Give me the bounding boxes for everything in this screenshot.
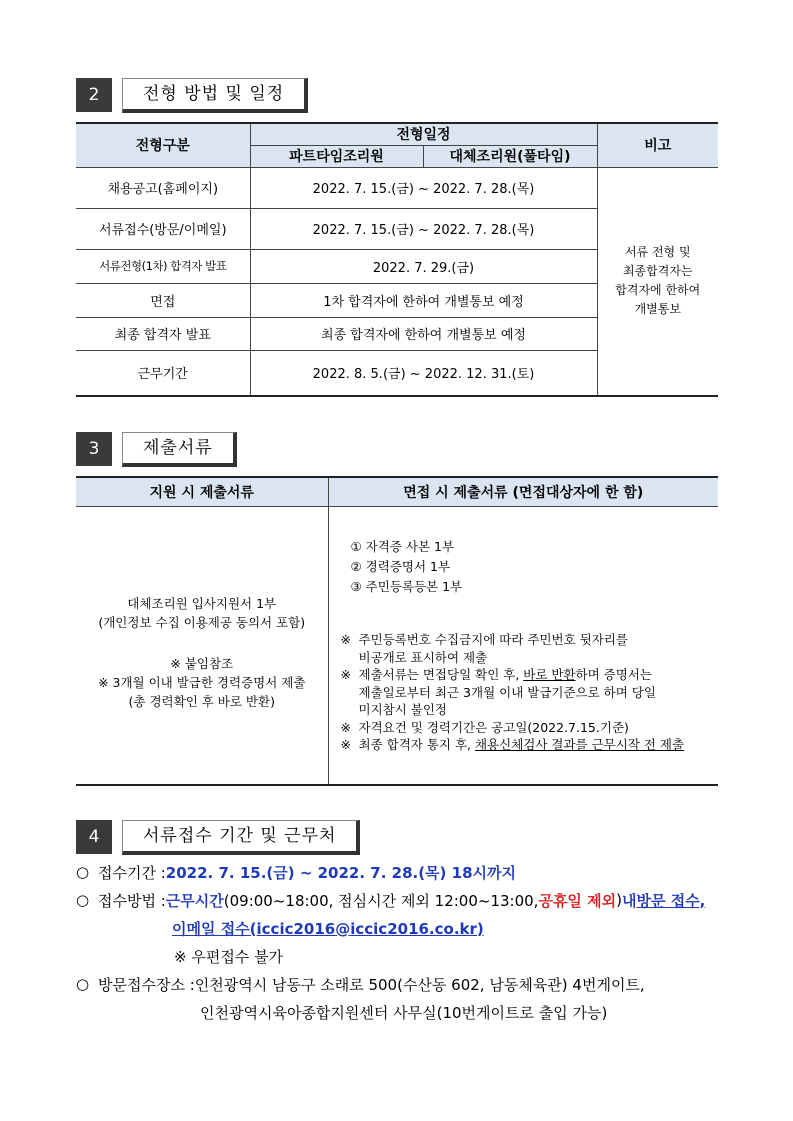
note-mark: ※ [340,719,351,735]
note-text: 비공개로 표시하여 제출 [358,649,488,665]
application-info [76,858,736,1026]
remark-line: 서류 전형 및 [624,245,691,260]
note-text: 자격요건 및 경력기간은 공고일(2022.7.15.기준) [358,719,629,735]
note-text: 하며 증명서는 [575,667,652,682]
section-number: 4 [76,820,112,854]
info-period [76,858,736,886]
period-value: 2022. 7. 15.(금) ~ 2022. 7. 28.(목) 18시까지 [165,863,516,882]
interview-docs-cell [328,507,718,785]
list-item: ① 자격증 사본 1부 [350,539,455,554]
apply-note: (총 경력확인 후 바로 반환) [128,693,275,709]
header-apply-docs: 지원 시 제출서류 [76,477,328,507]
info-label: 접수기간 : [98,863,166,882]
row-label: 근무기간 [76,350,250,396]
note-text: 제출서류는 면접당일 확인 후, [358,667,524,682]
note-2 [341,666,711,719]
list-item: ③ 주민등록등본 1부 [350,579,463,594]
section-title: 서류접수 기간 및 근무처 [122,820,360,855]
bullet-icon: ○ [76,863,90,881]
header-remark: 비고 [597,123,718,167]
row-value: 2022. 7. 15.(금) ~ 2022. 7. 28.(목) [250,208,597,249]
apply-note: ※ 붙임참조 [170,655,234,671]
row-label: 서류접수(방문/이메일) [76,208,250,249]
table-row [76,167,718,208]
note-text: 제출일로부터 최근 3개월 이내 발급기준으로 하며 당일 [358,684,656,700]
place-line: 인천광역시 남동구 소래로 500(수산동 602, 남동체육관) 4번게이트, [194,975,645,994]
info-label: 접수방법 : [98,891,166,910]
method-hours: 근무시간 [165,891,224,910]
row-value: 2022. 7. 29.(금) [250,249,597,283]
apply-doc-line: 대체조리원 입사지원서 1부 [127,595,277,611]
row-value: 2022. 8. 5.(금) ~ 2022. 12. 31.(토) [250,350,597,396]
method-note: ※ 우편접수 불가 [174,947,284,966]
bullet-icon: ○ [76,891,90,909]
row-label: 면접 [76,283,250,317]
note-mark: ※ [340,667,351,682]
row-value: 2022. 7. 15.(금) ~ 2022. 7. 28.(목) [250,167,597,208]
header-type: 전형구분 [76,123,250,167]
row-label: 채용공고(홈페이지) [76,167,250,208]
method-paren: ) [616,891,622,909]
note-text: 최종 합격자 통지 후, [358,737,475,752]
method-within: 내 [622,891,637,910]
row-label: 서류전형(1차) 합격자 발표 [76,249,250,283]
header-substitute: 대체조리원(풀타임) [423,145,597,167]
apply-docs-cell [76,507,328,785]
apply-note: ※ 3개월 이내 발급한 경력증명서 제출 [98,674,306,690]
info-method [76,886,736,914]
remark-line: 개별통보 [634,302,681,317]
note-mark: ※ [340,632,351,647]
remark-cell [597,167,718,396]
method-email: 이메일 접수(iccic2016@iccic2016.co.kr) [172,919,484,938]
row-label: 최종 합격자 발표 [76,317,250,350]
note-underline: 채용신체검사 결과를 근무시작 전 제출 [474,737,685,752]
note-text: 미지참시 불인정 [358,702,447,717]
schedule-table [76,122,718,397]
info-label: 방문접수장소 : [98,975,195,994]
note-mark: ※ [340,737,351,752]
method-detail: (09:00~18:00, 점심시간 제외 12:00~13:00, [223,891,539,910]
note-4 [341,736,711,754]
header-part-time: 파트타임조리원 [250,145,423,167]
section-number: 2 [76,78,112,112]
note-1 [341,631,711,666]
documents-table [76,476,718,786]
info-place [76,970,736,998]
section-number: 3 [76,432,112,466]
note-underline: 바로 반환 [523,667,576,682]
place-line: 인천광역시육아종합지원센터 사무실(10번게이트로 출입 가능) [200,1003,608,1022]
bullet-icon: ○ [76,975,90,993]
row-value: 최종 합격자에 한하여 개별통보 예정 [250,317,597,350]
header-schedule: 전형일정 [250,123,597,145]
note-3 [341,719,711,737]
remark-line: 합격자에 한하여 [615,283,701,298]
section-title: 전형 방법 및 일정 [122,78,308,113]
method-visit: 방문 접수, [636,891,706,910]
remark-line: 최종합격자는 [622,264,693,279]
row-value: 1차 합격자에 한하여 개별통보 예정 [250,283,597,317]
section-title: 제출서류 [122,432,237,467]
header-interview-docs: 면접 시 제출서류 (면접대상자에 한 함) [328,477,718,507]
list-item: ② 경력증명서 1부 [350,559,451,574]
method-holiday: 공휴일 제외 [538,891,617,910]
note-text: 주민등록번호 수집금지에 따라 주민번호 뒷자리를 [358,632,628,647]
apply-doc-line: (개인정보 수집 이용제공 동의서 포함) [98,614,306,630]
